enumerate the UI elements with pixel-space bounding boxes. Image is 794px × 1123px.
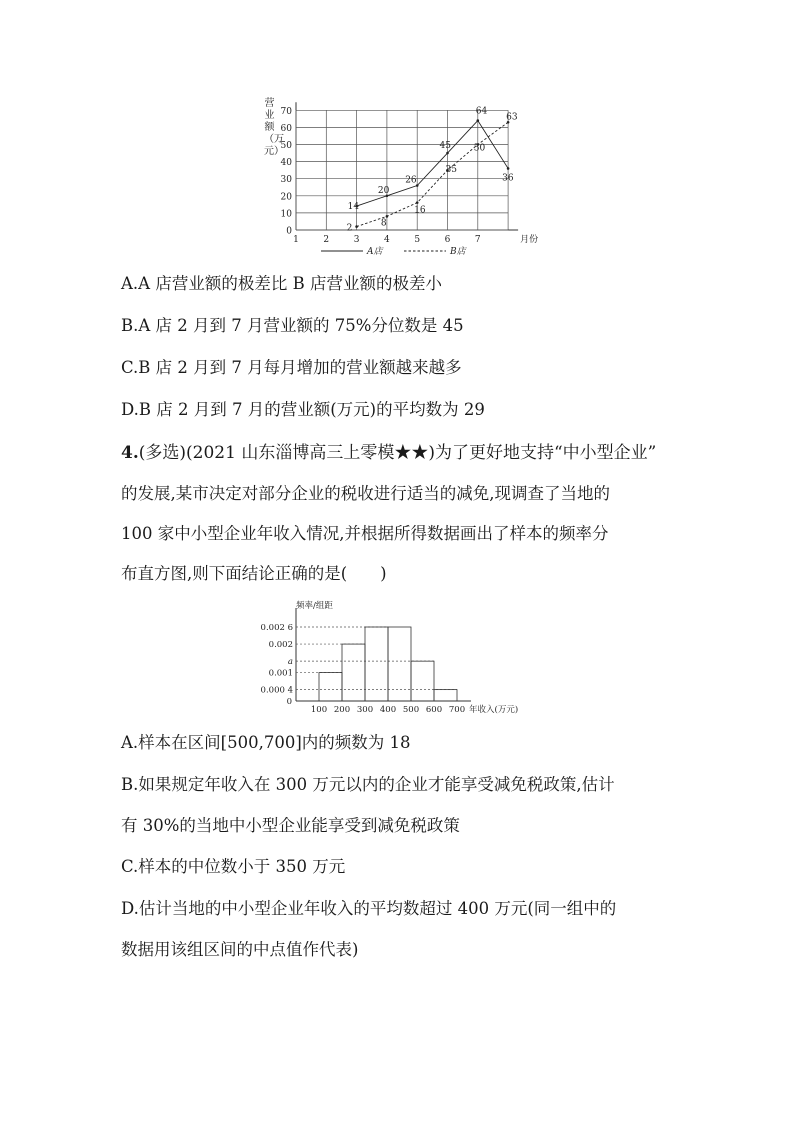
y-tick-label: 40 bbox=[280, 158, 292, 169]
hist-y-tick-label: 0.001 bbox=[268, 668, 293, 679]
hist-x-tick-label: 300 bbox=[356, 705, 374, 715]
q4-option-b-line-1: B.如果规定年收入在 300 万元以内的企业才能享受减免税政策,估计 bbox=[121, 775, 615, 794]
data-point-a bbox=[477, 119, 480, 122]
line-chart bbox=[278, 100, 540, 262]
data-label-b: 8 bbox=[380, 218, 387, 229]
data-label-a: 36 bbox=[502, 173, 514, 184]
line-chart-ylabel-text: 营业额（万元） bbox=[264, 98, 284, 157]
data-point-a bbox=[446, 152, 449, 155]
hist-x-tick-label: 400 bbox=[379, 705, 397, 715]
hist-x-axis-label: 年收入(万元) bbox=[469, 705, 519, 715]
data-label-a: 45 bbox=[439, 141, 451, 152]
hist-y-tick-label: a bbox=[287, 657, 293, 668]
q3-option-d: D.B 店 2 月到 7 月的营业额(万元)的平均数为 29 bbox=[121, 400, 485, 419]
histogram-bar bbox=[411, 661, 434, 701]
data-label-b: 35 bbox=[445, 165, 457, 176]
data-label-b: 16 bbox=[414, 205, 426, 216]
series-line-b bbox=[357, 122, 509, 229]
hist-y-tick-label: 0.000 4 bbox=[260, 685, 293, 696]
y-tick-label: 60 bbox=[280, 123, 292, 134]
data-label-b: 63 bbox=[506, 112, 518, 123]
x-axis-label: 月份 bbox=[520, 235, 539, 245]
legend-label-a: A店 bbox=[367, 247, 383, 257]
histogram-bar bbox=[342, 644, 365, 701]
q4-option-b-line-2: 有 30%的当地中小型企业能享受到减免税政策 bbox=[121, 816, 460, 835]
data-label-a: 26 bbox=[405, 175, 417, 186]
q3-option-a: A.A 店营业额的极差比 B 店营业额的极差小 bbox=[121, 274, 442, 293]
legend-label-b: B店 bbox=[450, 247, 466, 257]
data-label-a: 14 bbox=[347, 202, 360, 213]
x-tick-label: 2 bbox=[323, 235, 330, 245]
x-tick-label: 4 bbox=[384, 235, 390, 245]
hist-y-tick-label: 0.002 bbox=[268, 640, 293, 651]
data-point-b bbox=[416, 201, 419, 204]
hist-y-tick-label: 0 bbox=[286, 697, 292, 707]
q4-stem-line-3: 100 家中小型企业年收入情况,并根据所得数据画出了样本的频率分 bbox=[121, 524, 609, 543]
data-point-a bbox=[507, 167, 510, 170]
data-point-b bbox=[355, 225, 358, 228]
q3-option-c: C.B 店 2 月到 7 月每月增加的营业额越来越多 bbox=[121, 358, 462, 377]
hist-x-tick-label: 500 bbox=[402, 705, 420, 715]
data-point-b bbox=[386, 215, 389, 218]
data-label-b: 50 bbox=[473, 143, 486, 154]
y-tick-label: 50 bbox=[280, 141, 292, 151]
q4-option-d-line-1: D.估计当地的中小型企业年收入的平均数超过 400 万元(同一组中的 bbox=[121, 899, 617, 918]
hist-x-tick-label: 700 bbox=[448, 705, 466, 715]
histogram-bar bbox=[319, 673, 342, 701]
hist-y-axis-label: 频率/组距 bbox=[296, 601, 333, 611]
data-label-a: 20 bbox=[377, 185, 390, 196]
y-tick-label: 0 bbox=[286, 226, 292, 237]
y-tick-label: 70 bbox=[280, 106, 292, 117]
line-chart-ylabel bbox=[264, 98, 284, 158]
q4-option-c: C.样本的中位数小于 350 万元 bbox=[121, 857, 346, 876]
x-tick-label: 1 bbox=[293, 235, 299, 245]
q4-stem-line-1: 4.(多选)(2021 山东淄博高三上零模★★)为了更好地支持“中小型企业” bbox=[121, 443, 657, 463]
data-label-a: 64 bbox=[475, 106, 488, 117]
x-tick-label: 7 bbox=[474, 235, 481, 245]
q4-option-d-line-2: 数据用该组区间的中点值作代表) bbox=[121, 940, 359, 959]
hist-y-tick-label: 0.002 6 bbox=[260, 623, 293, 633]
x-tick-label: 3 bbox=[353, 235, 360, 245]
x-tick-label: 5 bbox=[414, 235, 421, 245]
q4-option-a: A.样本在区间[500,700]内的频数为 18 bbox=[121, 733, 411, 752]
data-label-b: 2 bbox=[346, 223, 353, 234]
y-tick-label: 30 bbox=[280, 175, 292, 186]
x-tick-label: 6 bbox=[444, 235, 451, 245]
q3-option-b: B.A 店 2 月到 7 月营业额的 75%分位数是 45 bbox=[121, 316, 464, 335]
question-number: 4. bbox=[121, 443, 139, 463]
histogram-bar bbox=[434, 690, 457, 701]
hist-x-tick-label: 100 bbox=[310, 705, 328, 715]
histogram-bar bbox=[388, 627, 411, 701]
hist-x-tick-label: 600 bbox=[425, 705, 443, 715]
q4-stem-line-2: 的发展,某市决定对部分企业的税收进行适当的减免,现调查了当地的 bbox=[121, 484, 610, 503]
histogram-chart bbox=[258, 600, 548, 720]
hist-x-tick-label: 200 bbox=[333, 705, 351, 715]
y-tick-label: 10 bbox=[280, 209, 292, 220]
q4-stem-line-4: 布直方图,则下面结论正确的是( ) bbox=[121, 564, 387, 583]
y-tick-label: 20 bbox=[280, 192, 292, 203]
